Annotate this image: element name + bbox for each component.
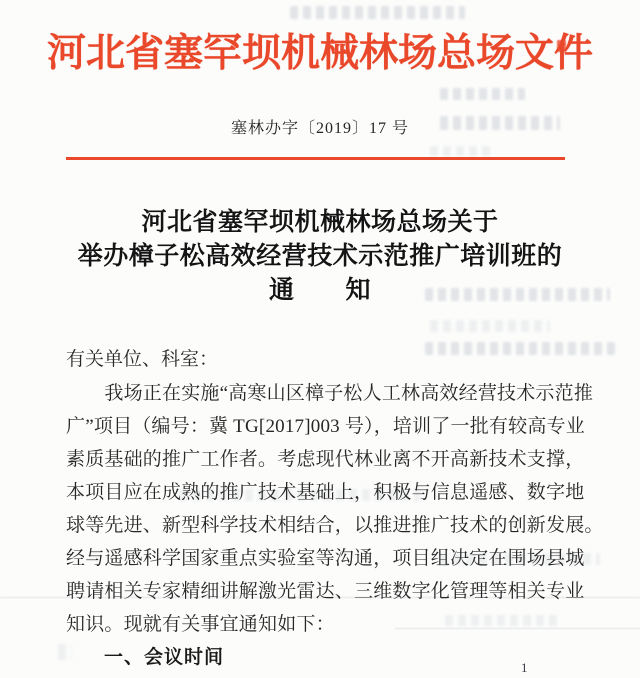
notice-title-line2: 举办樟子松高效经营技术示范推广培训班的 (77, 243, 563, 270)
body-text-line: 我场正在实施“高寒山区樟子松人工林高效经营技术示范推 (66, 383, 594, 404)
notice-body (66, 377, 604, 641)
notice-title-line1: 河北省塞罕坝机械林场总场关于 (141, 209, 499, 236)
notice-title-line3: 通 知 (268, 277, 371, 304)
bleed-through-artifact (58, 644, 72, 660)
section-heading: 一、会议时间 (104, 647, 225, 668)
letterhead-title: 河北省塞罕坝机械林场总场文件 (46, 32, 593, 75)
bleed-through-artifact (430, 320, 550, 332)
bleed-through-artifact (430, 146, 490, 156)
bleed-through-artifact (425, 342, 615, 355)
body-text-line: 广”项目（编号：冀 TG[2017]003 号），培训了一批有较高专业 (66, 416, 585, 437)
page-number: 1 (521, 660, 528, 675)
document-number: 塞林办字〔2019〕17 号 (230, 120, 409, 137)
body-text-line: 知识。现就有关事宜通知如下： (66, 614, 335, 635)
body-text-line: 经与遥感科学国家重点实验室等沟通，项目组决定在围场县城 (66, 548, 585, 569)
salutation: 有关单位、科室： (66, 349, 219, 370)
body-text-line: 球等先进、新型科学技术相结合，以推进推广技术的创新发展。 (66, 515, 604, 536)
letterhead-divider-rule (66, 157, 565, 160)
body-text-line: 素质基础的推广工作者。考虑现代林业离不开高新技术支撑， (66, 449, 585, 470)
bleed-through-artifact (290, 6, 465, 19)
body-text-line: 本项目应在成熟的推广技术基础上，积极与信息遥感、数字地 (66, 482, 585, 503)
notice-title (0, 206, 640, 308)
bleed-through-artifact (440, 88, 525, 100)
body-text-line: 聘请相关专家精细讲解激光雷达、三维数字化管理等相关专业 (66, 581, 585, 602)
